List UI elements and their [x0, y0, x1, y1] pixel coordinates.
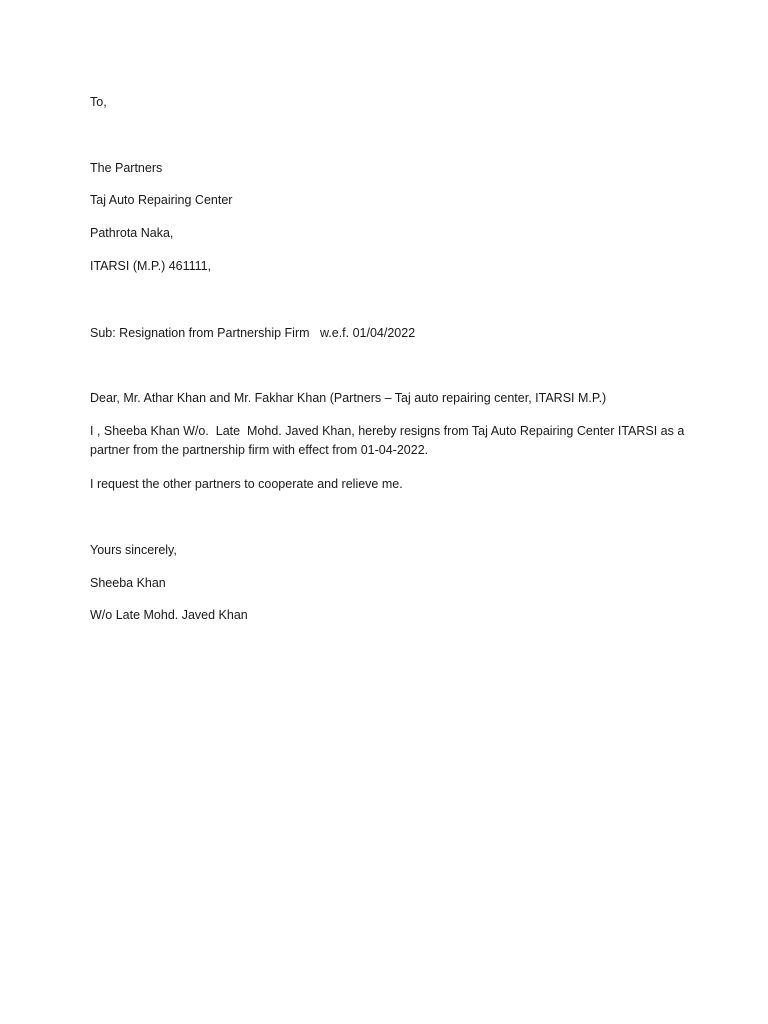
recipient-line-1: The Partners: [90, 161, 163, 175]
recipient-line-4: ITARSI (M.P.) 461111,: [90, 259, 212, 273]
salutation-to: To,: [90, 95, 107, 109]
body-paragraph-2: I request the other partners to cooperate and relieve me.: [90, 477, 403, 491]
body-paragraph-1-line-2: partner from the partnership firm with effect from 01-04-2022.: [90, 443, 429, 457]
subject-line: Sub: Resignation from Partnership Firm w.e.f. 01/04/2022: [90, 326, 416, 340]
closing-line: Yours sincerely,: [90, 543, 177, 557]
signature-relation: W/o Late Mohd. Javed Khan: [90, 608, 248, 622]
signature-name: Sheeba Khan: [90, 576, 166, 590]
recipient-line-2: Taj Auto Repairing Center: [90, 193, 233, 207]
recipient-line-3: Pathrota Naka,: [90, 226, 174, 240]
greeting-line: Dear, Mr. Athar Khan and Mr. Fakhar Khan (Partners – Taj auto repairing center, ITARSI M.P.): [90, 391, 607, 405]
body-paragraph-1-line-1: I , Sheeba Khan W/o. Late Mohd. Javed Khan, hereby resigns from Taj Auto Repairing Center ITARSI as a: [90, 424, 685, 438]
